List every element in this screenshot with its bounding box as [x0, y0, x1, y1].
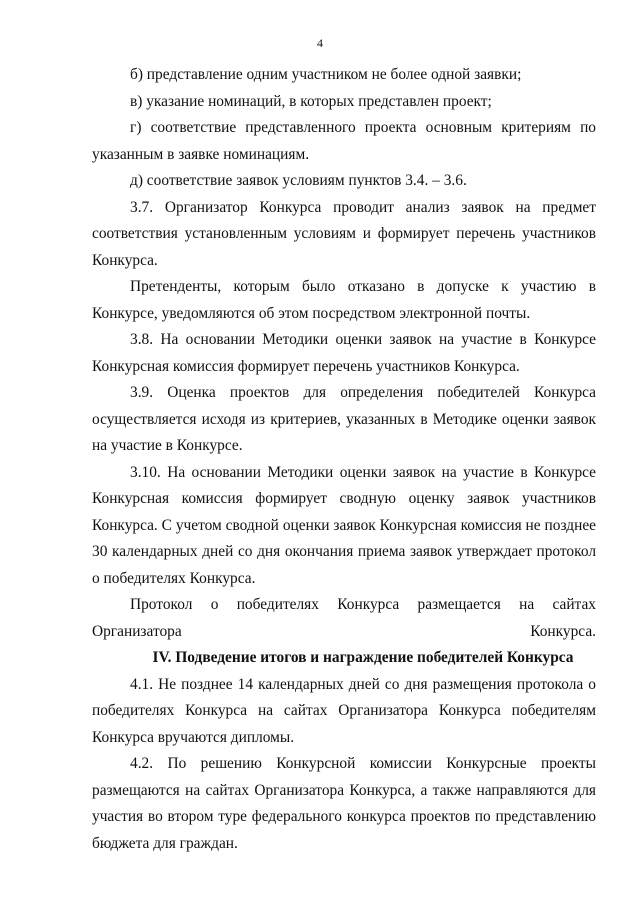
paragraph: Претенденты, которым было отказано в допуске к участию в Конкурсе, уведомляются об этом посредством электронной почты.: [92, 278, 596, 322]
paragraph: 3.9. Оценка проектов для определения победителей Конкурса осуществляется исходя из критериев, указанных в Методике оценки заявок на участие в Конкурсе.: [92, 384, 596, 454]
paragraph: г) соответствие представленного проекта основным критериям по указанным в заявке номинациям.: [92, 119, 596, 163]
paragraph: Протокол о победителях Конкурса размещается на сайтах Организатора Конкурса.: [92, 596, 596, 640]
document-body: [92, 62, 596, 857]
paragraph: 3.7. Организатор Конкурса проводит анализ заявок на предмет соответствия установленным условиям и формирует перечень участников Конкурса.: [92, 198, 596, 269]
paragraph: 4.1. Не позднее 14 календарных дней со дня размещения протокола о победителях Конкурса на сайтах Организатора Конкурса победителям Конкурса вручаются дипломы.: [92, 675, 596, 746]
paragraph: 4.2. По решению Конкурсной комиссии Конкурсные проекты размещаются на сайтах Организатора Конкурса, а также направляются для участия во втором туре федерального конкурса проектов по представлению бюджета для граждан.: [92, 755, 596, 852]
paragraph: д) соответствие заявок условиям пунктов 3.4. – 3.6.: [130, 172, 467, 189]
section-heading: IV. Подведение итогов и награждение победителей Конкурса: [152, 649, 574, 666]
paragraph: 3.8. На основании Методики оценки заявок на участие в Конкурсе Конкурсная комиссия формирует перечень участников Конкурса.: [92, 331, 596, 375]
paragraph: б) представление одним участником не более одной заявки;: [130, 66, 522, 83]
page-number: 4: [317, 36, 323, 50]
paragraph: в) указание номинаций, в которых представлен проект;: [130, 92, 492, 110]
paragraph: 3.10. На основании Методики оценки заявок на участие в Конкурсе Конкурсная комиссия формирует сводную оценку заявок участников Конкурса. С учетом сводной оценки заявок Конкурсная комиссия не позднее 30 календарных дней со дня окончания приема заявок утверждает протокол о победителях Конкурса.: [92, 463, 596, 587]
